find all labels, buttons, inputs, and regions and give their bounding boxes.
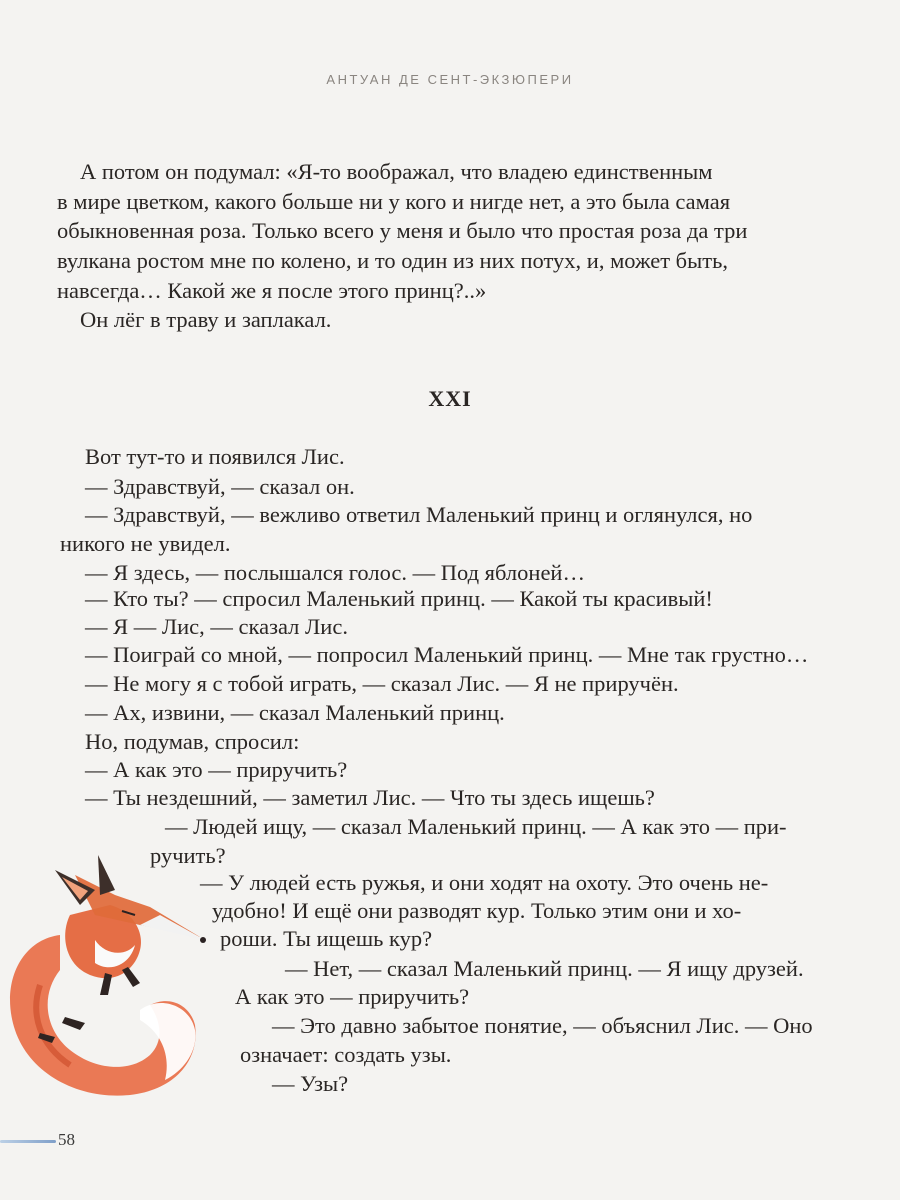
text-line: обыкновенная роза. Только всего у меня и было что простая роза да три [57,218,748,243]
text-line: в мире цветком, какого больше ни у кого и нигде нет, а это была самая [57,189,731,214]
text-line: — Здравствуй, — вежливо ответил Маленький принц и оглянулся, но [85,502,753,527]
text-line: Вот тут-то и появился Лис. [85,444,345,469]
text-line: Он лёг в траву и заплакал. [80,307,332,332]
text-line: удобно! И ещё они разводят кур. Только этим они и хо- [212,898,742,923]
text-line: — Я здесь, — послышался голос. — Под яблоней… [85,560,585,585]
text-line: — А как это — приручить? [85,757,348,782]
chapter-title: XXI [428,386,472,411]
text-line: — Это давно забытое понятие, — объяснил Лис. — Оно [272,1013,813,1038]
text-line: — У людей есть ружья, и они ходят на охоту. Это очень не- [200,870,769,895]
text-line: — Нет, — сказал Маленький принц. — Я ищу друзей. [285,956,804,981]
text-line: роши. Ты ищешь кур? [220,926,433,951]
text-line: А как это — приручить? [235,984,470,1009]
text-line: А потом он подумал: «Я-то воображал, что владею единственным [80,159,713,184]
text-line: Но, подумав, спросил: [85,729,300,754]
text-line: — Здравствуй, — сказал он. [85,474,355,499]
text-line: — Людей ищу, — сказал Маленький принц. — А как это — при- [165,814,787,839]
text-line: — Кто ты? — спросил Маленький принц. — Какой ты красивый! [85,586,713,611]
text-line: — Узы? [272,1071,349,1096]
text-line: — Ах, извини, — сказал Маленький принц. [85,700,505,725]
text-line: — Я — Лис, — сказал Лис. [85,614,348,639]
running-header: АНТУАН ДЕ СЕНТ-ЭКЗЮПЕРИ [326,72,574,87]
page-number: 58 [58,1130,75,1149]
page-number-stroke [0,1140,56,1143]
text-line: вулкана ростом мне по колено, и то один из них потух, и, может быть, [57,248,728,273]
text-line: — Поиграй со мной, — попросил Маленький принц. — Мне так грустно… [85,642,809,667]
text-line: — Не могу я с тобой играть, — сказал Лис. — Я не приручён. [85,671,679,696]
fox-illustration [0,845,215,1115]
text-line: навсегда… Какой же я после этого принц?..» [57,278,487,303]
text-line: означает: создать узы. [240,1042,452,1067]
text-line: — Ты нездешний, — заметил Лис. — Что ты здесь ищешь? [85,785,655,810]
text-line: никого не увидел. [60,531,231,556]
text-line: ручить? [150,843,226,868]
